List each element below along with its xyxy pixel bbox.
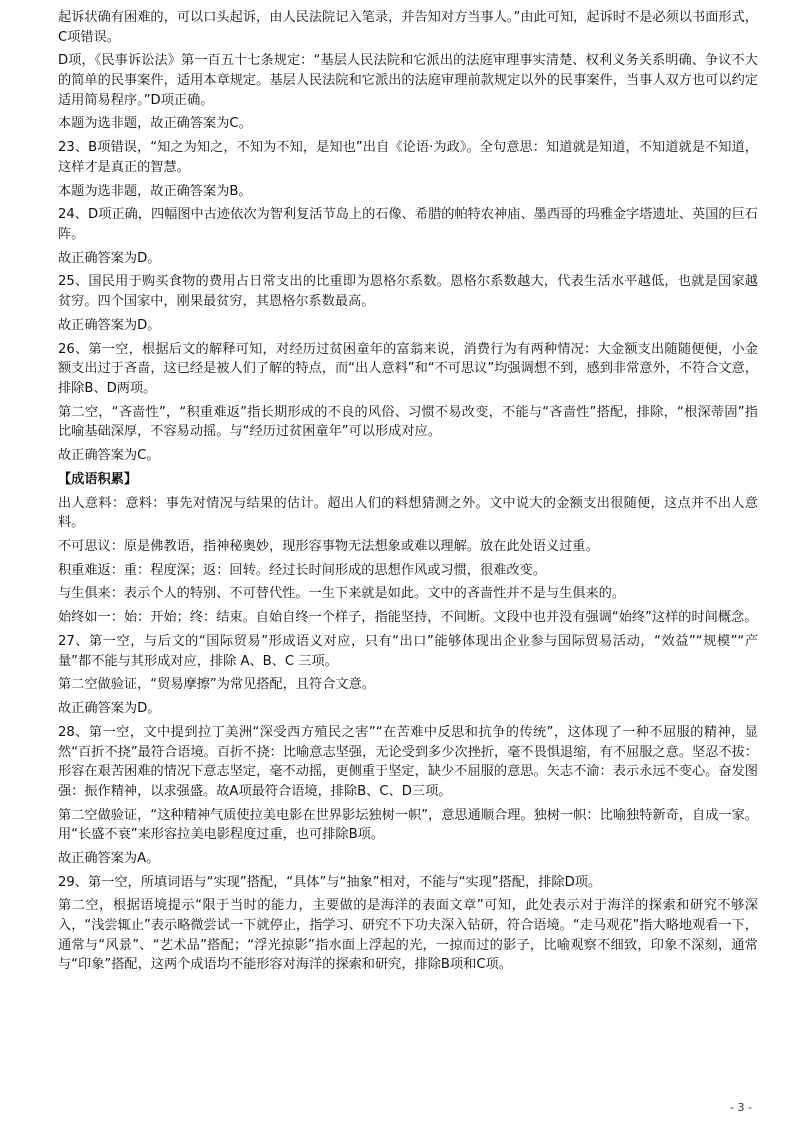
paragraph: 28、第一空，文中提到拉丁美洲“深受西方殖民之害”“在苦难中反思和抗争的传统”，这体现了一种不屈服的精神，显然“百折不挠”最符合语境。百折不挠：比喻意志坚强，无论受到多少次挫折，毫不畏惧退缩，有不屈服之意。坚忍不拔：形容在艰苦困难的情况下意志坚定，毫不动摇，更侧重于坚定，缺少不屈服的意思。矢志不渝：表示永远不变心。奋发图强：振作精神，以求强盛。故A项最符合语境，排除B、C、D三项。: [58, 724, 758, 799]
paragraph: 23、B项错误，“知之为知之，不知为不知，是知也”出自《论语·为政》。全句意思：知道就是知道，不知道就是不知道，这样才是真正的智慧。: [58, 140, 758, 175]
paragraph: 始终如一：始：开始；终：结束。自始自终一个样子，指能坚持，不间断。文段中也并没有强调“始终”这样的时间概念。: [58, 610, 758, 626]
document-page: [58, 8, 758, 979]
paragraph: 起诉状确有困难的，可以口头起诉，由人民法院记入笔录，并告知对方当事人。”由此可知，起诉时不是必须以书面形式，C项错误。: [58, 10, 758, 45]
paragraph: 与生俱来：表示个人的特别、不可替代性。一生下来就是如此。文中的吝啬性并不是与生俱来的。: [58, 586, 626, 602]
section-heading: 【成语积累】: [58, 471, 138, 487]
paragraph: 不可思议：原是佛教语，指神秘奥妙，现形容事物无法想象或难以理解。放在此处语义过重。: [58, 538, 599, 554]
page-number: - 3 -: [730, 1101, 752, 1114]
paragraph: 故正确答案为C。: [58, 447, 160, 463]
paragraph: 26、第一空，根据后文的解释可知，对经历过贫困童年的富翁来说，消费行为有两种情况：大金额支出随随便便，小金额支出过于吝啬，这已经是被人们了解的特点，而“出人意料”和“不可思议”均强调想不到，感到非常意外，不符合文意，排除B、D两项。: [58, 341, 758, 396]
paragraph: 本题为选非题，故正确答案为C。: [58, 116, 252, 132]
paragraph: 24、D项正确，四幅图中古迹依次为智利复活节岛上的石像、希腊的帕特农神庙、墨西哥的玛雅金字塔遗址、英国的巨石阵。: [58, 207, 758, 242]
paragraph: 故正确答案为D。: [58, 317, 161, 333]
paragraph: 故正确答案为D。: [58, 701, 161, 717]
paragraph: 25、国民用于购买食物的费用占日常支出的比重即为恩格尔系数。恩格尔系数越大，代表生活水平越低，也就是国家越贫穷。四个国家中，刚果最贫穷，其恩格尔系数最高。: [58, 274, 758, 310]
paragraph: 第二空，“吝啬性”，“积重难返”指长期形成的不良的风俗、习惯不易改变，不能与“吝啬性”搭配，排除，“根深蒂固”指比喻基础深厚，不容易动摇。与“经历过贫困童年”可以形成对应。: [58, 404, 758, 440]
paragraph: 第二空做验证，“贸易摩擦”为常见搭配，且符合文意。: [58, 677, 375, 693]
paragraph: 本题为选非题，故正确答案为B。: [58, 183, 252, 199]
paragraph: 27、第一空，与后文的“国际贸易”形成语义对应，只有“出口”能够体现出企业参与国际贸易活动，“效益”“规模”“产量”都不能与其形成对应，排除 A、B、C 三项。: [58, 634, 758, 669]
paragraph: 29、第一空，所填词语与“实现”搭配，“具体”与“抽象”相对，不能与“实现”搭配，排除D项。: [58, 874, 602, 890]
paragraph: 故正确答案为D。: [58, 250, 161, 266]
paragraph: 故正确答案为A。: [58, 850, 160, 866]
paragraph: 积重难返：重：程度深；返：回转。经过长时间形成的思想作风或习惯，很难改变。: [58, 562, 546, 578]
paragraph: 出人意料：意料：事先对情况与结果的估计。超出人们的料想猜测之外。文中说大的金额支出很随便，这点并不出人意料。: [58, 495, 758, 531]
paragraph: D项，《民事诉讼法》第一百五十七条规定：“基层人民法院和它派出的法庭审理事实清楚、权利义务关系明确、争议不大的简单的民事案件，适用本章规定。基层人民法院和它派出的法庭审理前款规定以外的民事案件，当事人双方也可以约定适用简易程序。”D项正确。: [58, 53, 758, 108]
paragraph: 第二空，根据语境提示“限于当时的能力，主要做的是海洋的表面文章”可知，此处表示对于海洋的探索和研究不够深入，“浅尝辄止”表示略微尝试一下就停止，指学习、研究不下功夫深入钻研，符合语境。“走马观花”指大略地观看一下，通常与“风景”、“艺术品”搭配；“浮光掠影”指水面上浮起的光，一掠而过的影子，比喻观察不细致，印象不深刻，通常与“印象”搭配，这两个成语均不能形容对海洋的探索和研究，排除B项和C项。: [58, 898, 758, 973]
paragraph: 第二空做验证，“这种精神气质使拉美电影在世界影坛独树一帜”，意思通顺合理。独树一帜：比喻独特新奇，自成一家。用“长盛不衰”来形容拉美电影程度过重，也可排除B项。: [58, 807, 758, 843]
